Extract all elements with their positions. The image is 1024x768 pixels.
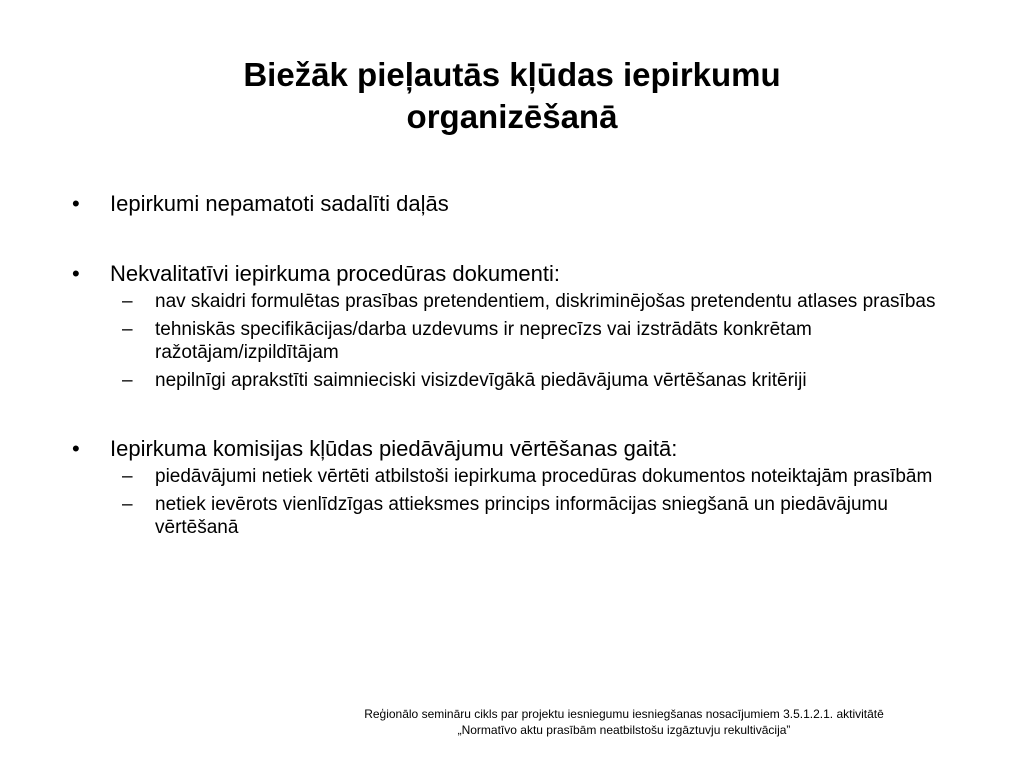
sub-item bbox=[122, 290, 972, 313]
sub-item bbox=[122, 369, 972, 392]
bullet-marker: • bbox=[72, 261, 80, 286]
footer-line-1: Reģionālo semināru cikls par projektu iesniegumu iesniegšanas nosacījumiem 3.5.1.2.1. aktivitātē bbox=[364, 707, 884, 721]
slide-footer bbox=[304, 706, 944, 738]
sub-item bbox=[122, 493, 972, 539]
sub-marker: – bbox=[122, 319, 133, 340]
bullet-item bbox=[72, 435, 972, 462]
bullet-text: Iepirkuma komisijas kļūdas piedāvājumu vērtēšanas gaitā: bbox=[110, 436, 678, 461]
bullet-marker: • bbox=[72, 436, 80, 461]
bullet-list bbox=[72, 190, 972, 544]
sub-text: nav skaidri formulētas prasības pretendentiem, diskriminējošas pretendentu atlases prasības bbox=[155, 291, 936, 312]
sub-marker: – bbox=[122, 291, 133, 312]
sub-marker: – bbox=[122, 494, 133, 515]
sub-marker: – bbox=[122, 370, 133, 391]
sub-text: tehniskās specifikācijas/darba uzdevums ir neprecīzs vai izstrādāts konkrētam ražotājam/izpildītājam bbox=[155, 319, 812, 363]
sub-item bbox=[122, 465, 972, 488]
sub-list bbox=[72, 465, 972, 539]
sub-text: netiek ievērots vienlīdzīgas attieksmes princips informācijas sniegšanā un piedāvājumu vērtēšanā bbox=[155, 494, 888, 538]
sub-text: piedāvājumi netiek vērtēti atbilstoši iepirkuma procedūras dokumentos noteiktajām prasībām bbox=[155, 466, 933, 487]
bullet-item bbox=[72, 260, 972, 287]
slide-title bbox=[112, 54, 912, 138]
bullet-item bbox=[72, 190, 972, 217]
sub-item bbox=[122, 318, 972, 364]
sub-text: nepilnīgi aprakstīti saimnieciski visizdevīgākā piedāvājuma vērtēšanas kritēriji bbox=[155, 370, 807, 391]
sub-marker: – bbox=[122, 466, 133, 487]
footer-line-2: „Normatīvo aktu prasībām neatbilstošu izgāztuvju rekultivācija” bbox=[457, 723, 791, 737]
title-line-1: Biežāk pieļautās kļūdas iepirkumu bbox=[243, 56, 781, 93]
sub-list bbox=[72, 290, 972, 392]
bullet-marker: • bbox=[72, 191, 80, 216]
bullet-text: Nekvalitatīvi iepirkuma procedūras dokumenti: bbox=[110, 261, 560, 286]
title-line-2: organizēšanā bbox=[406, 98, 618, 135]
bullet-text: Iepirkumi nepamatoti sadalīti daļās bbox=[110, 191, 449, 216]
